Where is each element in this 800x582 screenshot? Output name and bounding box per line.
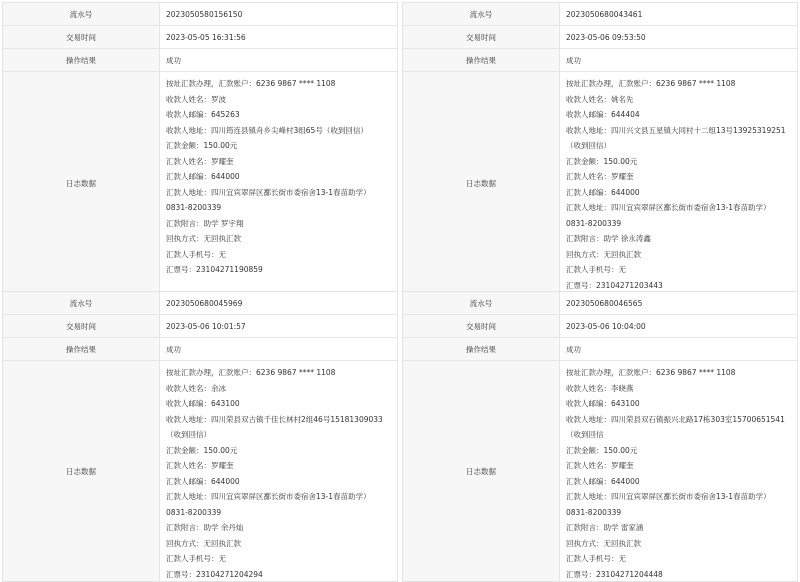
log-data: [160, 361, 397, 581]
log-line: 按址汇款办理，汇款账户：6236 9867 **** 1108: [566, 76, 735, 92]
log-line: 收款人邮编：644404: [566, 107, 640, 123]
log-line: 汇款金额：150.00元: [166, 443, 237, 459]
log-line: 汇款人邮编：644000: [566, 185, 640, 201]
log-line: 按址汇款办理，汇款账户：6236 9867 **** 1108: [566, 365, 735, 381]
log-line: 收款人邮编：643100: [566, 396, 640, 412]
log-line: 汇票号：23104271203443: [566, 278, 663, 294]
serial-row: [3, 292, 397, 315]
log-line: 汇款人姓名：罗耀奎: [566, 169, 634, 185]
time-value: 2023-05-06 10:01:57: [160, 315, 397, 337]
result-label: 操作结果: [3, 338, 160, 360]
log-line: 汇票号：23104271204448: [566, 567, 663, 582]
log-line: 汇款附言：助学 徐永涛鑫: [566, 231, 651, 247]
log-row: [3, 361, 397, 581]
time-row: [403, 26, 797, 49]
log-line: 汇款人地址：四川宜宾翠屏区鄱长街市委宿舍13-1春苗助学）0831-8200339: [566, 489, 791, 520]
time-row: [403, 315, 797, 338]
log-line: 汇款附言：助学 雷家涵: [566, 520, 643, 536]
serial-label: 流水号: [403, 3, 560, 25]
time-label: 交易时间: [403, 315, 560, 337]
record-panel-3: [2, 291, 398, 582]
log-line: 收款人姓名：李晓燕: [566, 381, 634, 397]
result-value: 成功: [560, 49, 797, 71]
result-row: [3, 338, 397, 361]
log-line: 按址汇款办理，汇款账户：6236 9867 **** 1108: [166, 365, 335, 381]
time-value: 2023-05-06 10:04:00: [560, 315, 797, 337]
log-line: 收款人姓名：余冰: [166, 381, 226, 397]
result-row: [403, 338, 797, 361]
log-line: 收款人姓名：罗波: [166, 92, 226, 108]
log-line: 汇票号：23104271204294: [166, 567, 263, 582]
time-label: 交易时间: [403, 26, 560, 48]
log-data: [560, 361, 797, 581]
log-line: 汇款人姓名：罗耀奎: [166, 154, 234, 170]
log-line: 汇款金额：150.00元: [566, 443, 637, 459]
log-line: 汇款人地址：四川宜宾翠屏区鄱长街市委宿舍13-1春苗助学）0831-8200339: [566, 200, 791, 231]
log-line: 收款人地址：四川兴文县五星镇大同村十二组13号13925319251（收到回信）: [566, 123, 791, 154]
log-label: 日志数据: [403, 72, 560, 294]
result-value: 成功: [160, 338, 397, 360]
serial-label: 流水号: [403, 292, 560, 314]
log-line: 汇款人邮编：644000: [166, 169, 240, 185]
log-line: 汇款附言：助学 余丹灿: [166, 520, 243, 536]
serial-value: 2023050680045969: [160, 292, 397, 314]
log-line: 收款人地址：四川荣县双古镇千佳长林村2组46号15181309033（收到回信）: [166, 412, 391, 443]
log-line: 汇款人邮编：644000: [566, 474, 640, 490]
log-line: 汇款附言：助学 罗宇翔: [166, 216, 243, 232]
log-line: 收款人姓名：姚名先: [566, 92, 634, 108]
log-line: 收款人邮编：643100: [166, 396, 240, 412]
log-row: [403, 361, 797, 581]
serial-row: [3, 3, 397, 26]
serial-label: 流水号: [3, 3, 160, 25]
log-line: 汇款人手机号：无: [566, 262, 626, 278]
time-row: [3, 26, 397, 49]
result-row: [3, 49, 397, 72]
log-line: 按址汇款办理，汇款账户：6236 9867 **** 1108: [166, 76, 335, 92]
time-row: [3, 315, 397, 338]
log-line: 汇款人姓名：罗耀奎: [166, 458, 234, 474]
time-value: 2023-05-06 09:53:50: [560, 26, 797, 48]
serial-value: 2023050580156150: [160, 3, 397, 25]
log-line: 回执方式：无回执汇款: [566, 536, 641, 552]
log-line: 汇款人姓名：罗耀奎: [566, 458, 634, 474]
log-line: 汇款人手机号：无: [166, 247, 226, 263]
log-line: 汇款人手机号：无: [566, 551, 626, 567]
record-panel-2: [402, 2, 798, 295]
log-label: 日志数据: [3, 72, 160, 294]
serial-row: [403, 292, 797, 315]
log-line: 汇票号：23104271190859: [166, 262, 263, 278]
log-line: 汇款人地址：四川宜宾翠屏区鄱长街市委宿舍13-1春苗助学）0831-8200339: [166, 185, 391, 216]
result-label: 操作结果: [3, 49, 160, 71]
log-line: 汇款金额：150.00元: [166, 138, 237, 154]
log-line: 回执方式：无回执汇款: [566, 247, 641, 263]
serial-row: [403, 3, 797, 26]
result-value: 成功: [160, 49, 397, 71]
log-row: [403, 72, 797, 294]
log-line: 回执方式：无回执汇款: [166, 536, 241, 552]
record-panel-4: [402, 291, 798, 582]
record-panel-1: [2, 2, 398, 295]
log-line: 汇款人手机号：无: [166, 551, 226, 567]
log-label: 日志数据: [3, 361, 160, 581]
time-label: 交易时间: [3, 26, 160, 48]
log-line: 收款人地址：四川荣县双石镇振兴北路17栋303室15700651541（收到回信: [566, 412, 791, 443]
serial-value: 2023050680046565: [560, 292, 797, 314]
time-label: 交易时间: [3, 315, 160, 337]
log-line: 收款人地址：四川筠连县镇舟乡尖峰村3组65号（收到回信）: [166, 123, 368, 139]
log-data: [160, 72, 397, 294]
serial-label: 流水号: [3, 292, 160, 314]
log-row: [3, 72, 397, 294]
log-line: 汇款人邮编：644000: [166, 474, 240, 490]
log-label: 日志数据: [403, 361, 560, 581]
log-line: 汇款金额：150.00元: [566, 154, 637, 170]
result-label: 操作结果: [403, 49, 560, 71]
log-line: 收款人邮编：645263: [166, 107, 240, 123]
result-value: 成功: [560, 338, 797, 360]
log-data: [560, 72, 797, 294]
serial-value: 2023050680043461: [560, 3, 797, 25]
log-line: 汇款人地址：四川宜宾翠屏区鄱长街市委宿舍13-1春苗助学）0831-8200339: [166, 489, 391, 520]
time-value: 2023-05-05 16:31:56: [160, 26, 397, 48]
log-line: 回执方式：无回执汇款: [166, 231, 241, 247]
result-row: [403, 49, 797, 72]
result-label: 操作结果: [403, 338, 560, 360]
